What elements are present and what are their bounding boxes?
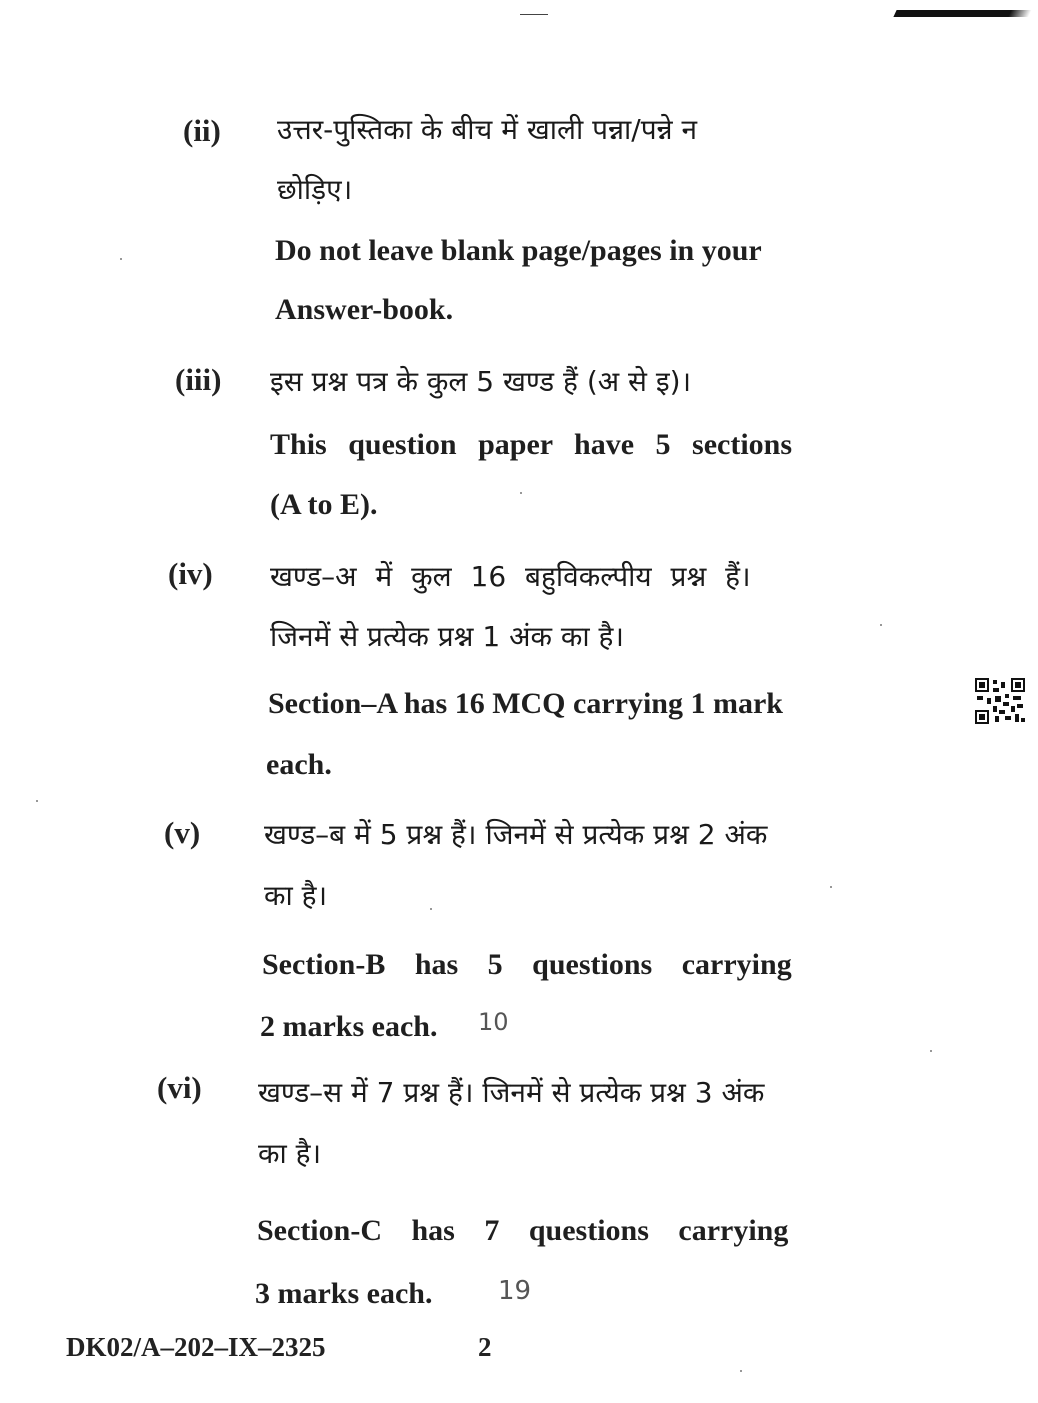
english-line: (A to E). xyxy=(270,488,378,521)
english-line: This question paper have 5 sections xyxy=(270,428,793,461)
english-line: Do not leave blank page/pages in your xyxy=(275,234,762,267)
scan-speck xyxy=(120,258,122,260)
item-number: (iii) xyxy=(175,362,222,397)
scan-speck xyxy=(36,800,38,802)
english-line: 3 marks each. xyxy=(255,1277,433,1310)
hindi-line: छोड़िए। xyxy=(277,173,353,206)
english-line: each. xyxy=(266,748,332,781)
hindi-line: खण्ड–अ में कुल 16 बहुविकल्पीय प्रश्न हैं। xyxy=(270,560,751,593)
scan-speck xyxy=(880,624,882,626)
scan-speck xyxy=(930,1050,932,1052)
hindi-line: का है। xyxy=(258,1137,322,1170)
hindi-line: खण्ड–स में 7 प्रश्न हैं। जिनमें से प्रत्येक प्रश्न 3 अंक xyxy=(258,1076,765,1109)
hindi-line xyxy=(277,110,899,148)
hindi-line: इस प्रश्न पत्र के कुल 5 खण्ड हैं (अ से इ)। xyxy=(270,365,692,398)
hindi-text: उत्तर-पुस्तिका के बीच में खाली पन्ना/पन्ने न xyxy=(277,113,698,146)
english-line: Answer-book. xyxy=(275,293,454,326)
item-number: (ii) xyxy=(183,113,221,148)
scan-artifact-dash xyxy=(520,14,548,15)
english-line: Section–A has 16 MCQ carrying 1 mark xyxy=(268,687,783,720)
item-number: (iv) xyxy=(168,556,213,591)
qr-code-icon xyxy=(975,678,1025,724)
scan-artifact-bar xyxy=(893,10,1031,17)
english-line: Section-B has 5 questions carrying xyxy=(262,948,792,981)
item-number: (vi) xyxy=(157,1070,202,1105)
scan-speck xyxy=(830,886,832,888)
handwritten-score-mark: 19 xyxy=(498,1276,532,1306)
english-line: 2 marks each. xyxy=(260,1010,438,1043)
handwritten-score-mark: 10 xyxy=(478,1008,509,1036)
item-number: (v) xyxy=(164,815,201,850)
hindi-line: का है। xyxy=(264,879,328,912)
paper-code: DK02/A–202–IX–2325 xyxy=(66,1332,326,1362)
hindi-line: खण्ड–ब में 5 प्रश्न हैं। जिनमें से प्रत्येक प्रश्न 2 अंक xyxy=(264,818,768,851)
hindi-line: जिनमें से प्रत्येक प्रश्न 1 अंक का है। xyxy=(270,620,625,653)
english-line: Section-C has 7 questions carrying xyxy=(257,1214,789,1247)
page-number: 2 xyxy=(478,1332,492,1362)
scan-speck xyxy=(430,908,432,910)
scan-speck xyxy=(740,1370,742,1372)
scan-speck xyxy=(520,492,522,494)
